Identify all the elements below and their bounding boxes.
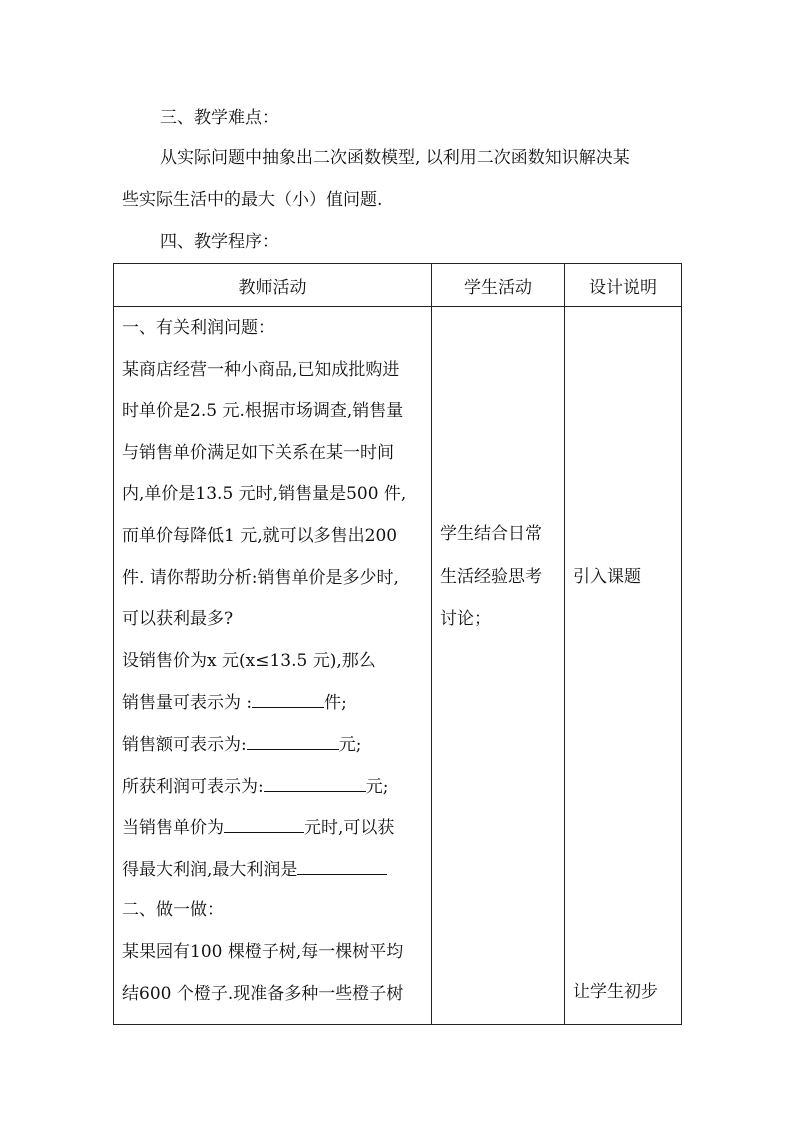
- blank-unit: 元;: [338, 734, 362, 755]
- header-design-notes: 设计说明: [565, 264, 682, 307]
- blank-prompt: 销售量可表示为 :: [122, 693, 253, 714]
- blank-unit: 元时,可以获: [304, 818, 395, 839]
- student-line: 讨论；: [440, 609, 491, 629]
- fill-blank-line: [122, 858, 423, 900]
- table-row: [114, 307, 682, 1025]
- header-teacher-activity: 教师活动: [114, 264, 432, 307]
- teacher-line: 与销售单价满足如下关系在某一时间: [122, 442, 394, 463]
- difficulty-text-line-2: 些实际生活中的最大（小）值问题.: [122, 190, 383, 210]
- teacher-line: 一、有关利润问题：: [122, 318, 275, 338]
- teacher-line: 内,单价是13.5 元时,销售量是500 件,: [122, 484, 407, 505]
- answer-blank[interactable]: [252, 691, 324, 708]
- student-line: 生活经验思考: [440, 567, 542, 587]
- fill-blank-line: [122, 691, 423, 733]
- blank-unit: 元;: [365, 776, 389, 797]
- fill-blank-line: [122, 775, 423, 817]
- fill-blank-line: [122, 816, 423, 858]
- teacher-line: 件. 请你帮助分析:销售单价是多少时,: [122, 567, 399, 588]
- section-heading-procedure: 四、教学程序：: [160, 232, 279, 252]
- header-student-activity: 学生活动: [432, 264, 565, 307]
- blank-prompt: 得最大利润,最大利润是: [122, 859, 298, 880]
- answer-blank[interactable]: [224, 816, 304, 833]
- student-line: 学生结合日常: [440, 524, 542, 544]
- section-heading-difficulty: 三、教学难点：: [160, 108, 279, 128]
- design-notes-cell: [565, 307, 682, 1025]
- difficulty-text-line-1: 从实际问题中抽象出二次函数模型, 以利用二次函数知识解决某: [160, 148, 630, 168]
- teacher-line: 某果园有100 棵橙子树,每一棵树平均: [122, 941, 404, 962]
- answer-blank[interactable]: [264, 775, 366, 792]
- blank-prompt: 当销售单价为: [122, 818, 224, 839]
- student-activity-cell: [432, 307, 565, 1025]
- teacher-line: 某商店经营一种小商品,已知成批购进: [122, 359, 400, 380]
- blank-prompt: 所获利润可表示为:: [122, 776, 264, 797]
- answer-blank[interactable]: [297, 858, 387, 875]
- teacher-line: 时单价是2.5 元.根据市场调查,销售量: [122, 401, 404, 422]
- teacher-line: 结600 个橙子.现准备多种一些橙子树: [122, 983, 404, 1004]
- teacher-line: 而单价每降低1 元,就可以多售出200: [122, 525, 398, 546]
- teacher-activity-cell: [114, 307, 432, 1025]
- blank-prompt: 销售额可表示为:: [122, 734, 247, 755]
- design-line: 引入课题: [573, 567, 641, 587]
- teacher-line: 二、做一做：: [122, 900, 224, 921]
- fill-blank-line: [122, 733, 423, 775]
- teacher-line: 可以获利最多?: [122, 609, 234, 630]
- teacher-line: 设销售价为x 元(x≤13.5 元),那么: [122, 650, 376, 671]
- table-header-row: [114, 264, 682, 307]
- answer-blank[interactable]: [247, 733, 339, 750]
- lesson-procedure-table: [113, 263, 682, 1025]
- design-line: 让学生初步: [573, 982, 658, 1002]
- blank-unit: 件;: [324, 693, 347, 714]
